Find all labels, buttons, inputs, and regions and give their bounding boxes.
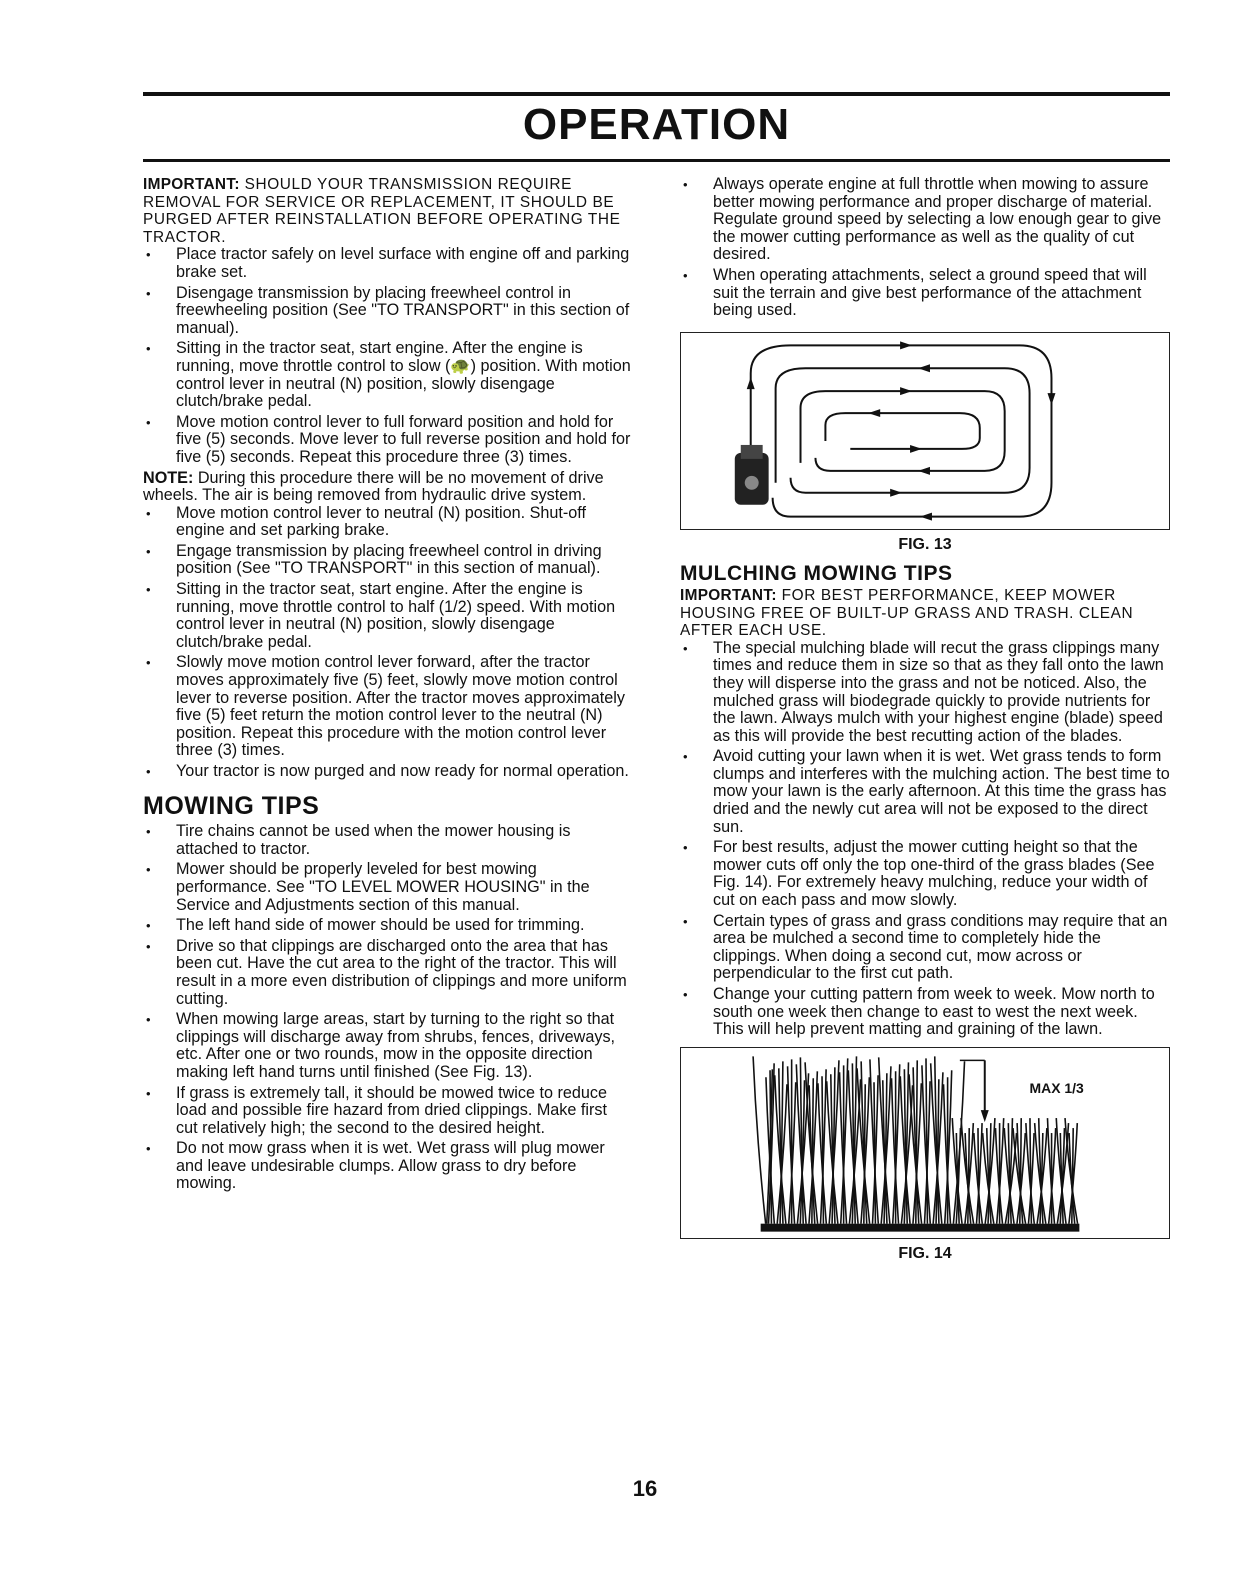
important-text: SHOULD YOUR TRANSMISSION REQUIRE REMOVAL FOR SERVICE OR REPLACEMENT, IT SHOULD BE PURGED AFTER REINSTALLATION BEFORE OPERATING THE TRACTOR. [143, 176, 621, 246]
list-item: • Tire chains cannot be used when the mower housing is attached to tractor. [143, 823, 631, 858]
throttle-tips-list [680, 176, 1170, 320]
right-column [680, 176, 1170, 1262]
list-item: • Mower should be properly leveled for best mowing performance. See "TO LEVEL MOWER HOUSING" in the Service and Adjustments section of this manual. [143, 861, 631, 914]
list-item: • Drive so that clippings are discharged onto the area that has been cut. Have the cut area to the right of the tractor. This will result in a more even distribution of clippings and more uniform cutting. [143, 938, 631, 1008]
list-item: • Place tractor safely on level surface with engine off and parking brake set. [143, 246, 631, 281]
page-number: 16 [632, 1476, 658, 1501]
purge-steps-list-2 [143, 505, 631, 781]
list-item: • Change your cutting pattern from week to week. Mow north to south one week then change to east to west the next week. This will help prevent matting and graining of the lawn. [680, 986, 1170, 1039]
list-item: • Sitting in the tractor seat, start engine. After the engine is running, move throttle control to half (1/2) speed. With motion control lever in neutral (N) position, slowly disengage clutch/brake pedal. [143, 581, 631, 651]
list-item: • Move motion control lever to neutral (N) position. Shut-off engine and set parking brake. [143, 505, 631, 540]
max-third-label: MAX 1/3 [1029, 1079, 1084, 1096]
mulching-tips-list [680, 640, 1170, 1039]
fig13-mowing-pattern-diagram [680, 332, 1170, 530]
mowing-pattern-illustration [681, 333, 1169, 529]
list-item: • Do not mow grass when it is wet. Wet grass will plug mower and leave undesirable clumps. Allow grass to dry before mowing. [143, 1140, 631, 1193]
important-label: IMPORTANT: [143, 176, 240, 193]
grass-illustration [681, 1048, 1169, 1238]
mulching-important-notice [680, 587, 1170, 640]
list-item: • Disengage transmission by placing freewheel control in freewheeling position (See "TO TRANSPORT" in this section of manual). [143, 285, 631, 338]
purge-steps-list [143, 246, 631, 466]
list-item: • Certain types of grass and grass conditions may require that an area be mulched a second time to completely hide the clippings. When doing a second cut, mow across or perpendicular to the first cut path. [680, 913, 1170, 983]
list-item: • The special mulching blade will recut the grass clippings many times and reduce them in size so that as they fall onto the lawn they will disperse into the grass and not be noticed. Also, the mulched grass will biodegrade quickly to provide nutrients for the lawn. Always mulch with your highest engine (blade) speed as this will provide the best recutting action of the blades. [680, 640, 1170, 746]
top-rule [143, 92, 1170, 96]
list-item: • Engage transmission by placing freewheel control in driving position (See "TO TRANSPORT" in this section of manual). [143, 543, 631, 578]
list-item: • Always operate engine at full throttle when mowing to assure better mowing performance and proper discharge of material. Regulate ground speed by selecting a low enough gear to give the mower cutting performance as well as the quality of cut desired. [680, 176, 1170, 264]
mulching-important-label: IMPORTANT: [680, 586, 777, 604]
list-item: • When mowing large areas, start by turning to the right so that clippings will discharge away from shrubs, fences, driveways, etc. After one or two rounds, mow in the opposite direction making left hand turns until finished (See Fig. 13). [143, 1011, 631, 1081]
list-item: • Avoid cutting your lawn when it is wet. Wet grass tends to form clumps and interferes with the mulching action. The best time to mow your lawn is the early afternoon. At this time the grass has dried and the newly cut area will not be exposed to the direct sun. [680, 748, 1170, 836]
list-item: • If grass is extremely tall, it should be mowed twice to reduce load and possible fire hazard from dried clippings. Make first cut relatively high; the second to the desired height. [143, 1085, 631, 1138]
list-item: • Your tractor is now purged and now ready for normal operation. [143, 763, 631, 781]
mulching-tips-heading: MULCHING MOWING TIPS [680, 562, 953, 586]
fig14-grass-height-diagram [680, 1047, 1170, 1239]
fig14-caption: FIG. 14 [898, 1244, 952, 1262]
tractor-icon [735, 445, 769, 505]
list-item: • For best results, adjust the mower cutting height so that the mower cuts off only the top one-third of the grass blades (See Fig. 14). For extremely heavy mulching, reduce your width of cut on each pass and mow slowly. [680, 839, 1170, 909]
list-item: • Sitting in the tractor seat, start engine. After the engine is running, move throttle control to slow (🐢) position. With motion control lever in neutral (N) position, slowly disengage clutch/brake pedal. [143, 340, 631, 410]
transmission-important-notice [143, 176, 631, 246]
mowing-tips-heading: MOWING TIPS [143, 791, 320, 820]
list-item: • Move motion control lever to full forward position and hold for five (5) seconds. Move lever to full reverse position and hold for five (5) seconds. Repeat this procedure three (3) times. [143, 414, 631, 467]
list-item: • When operating attachments, select a ground speed that will suit the terrain and give best performance of the attachment being used. [680, 267, 1170, 320]
list-item: • The left hand side of mower should be used for trimming. [143, 917, 631, 935]
mowing-tips-list [143, 823, 631, 1193]
mulching-important-text: FOR BEST PERFORMANCE, KEEP MOWER HOUSING FREE OF BUILT-UP GRASS AND TRASH. CLEAN AFTER EACH USE. [680, 586, 1134, 640]
note-text: During this procedure there will be no movement of drive wheels. The air is being removed from hydraulic drive system. [143, 468, 604, 505]
left-column [143, 176, 631, 1196]
note-label: NOTE: [143, 468, 194, 487]
title-rule [143, 159, 1170, 162]
fig13-caption: FIG. 13 [898, 535, 952, 553]
purge-note [143, 470, 631, 505]
list-item: • Slowly move motion control lever forward, after the tractor moves approximately five (5) feet, slowly move motion control lever to reverse position. After the tractor moves approximately five (5) feet return the motion control lever to the neutral (N) position. Repeat this procedure with the motion control lever three (3) times. [143, 654, 631, 760]
page-title: OPERATION [522, 100, 791, 149]
